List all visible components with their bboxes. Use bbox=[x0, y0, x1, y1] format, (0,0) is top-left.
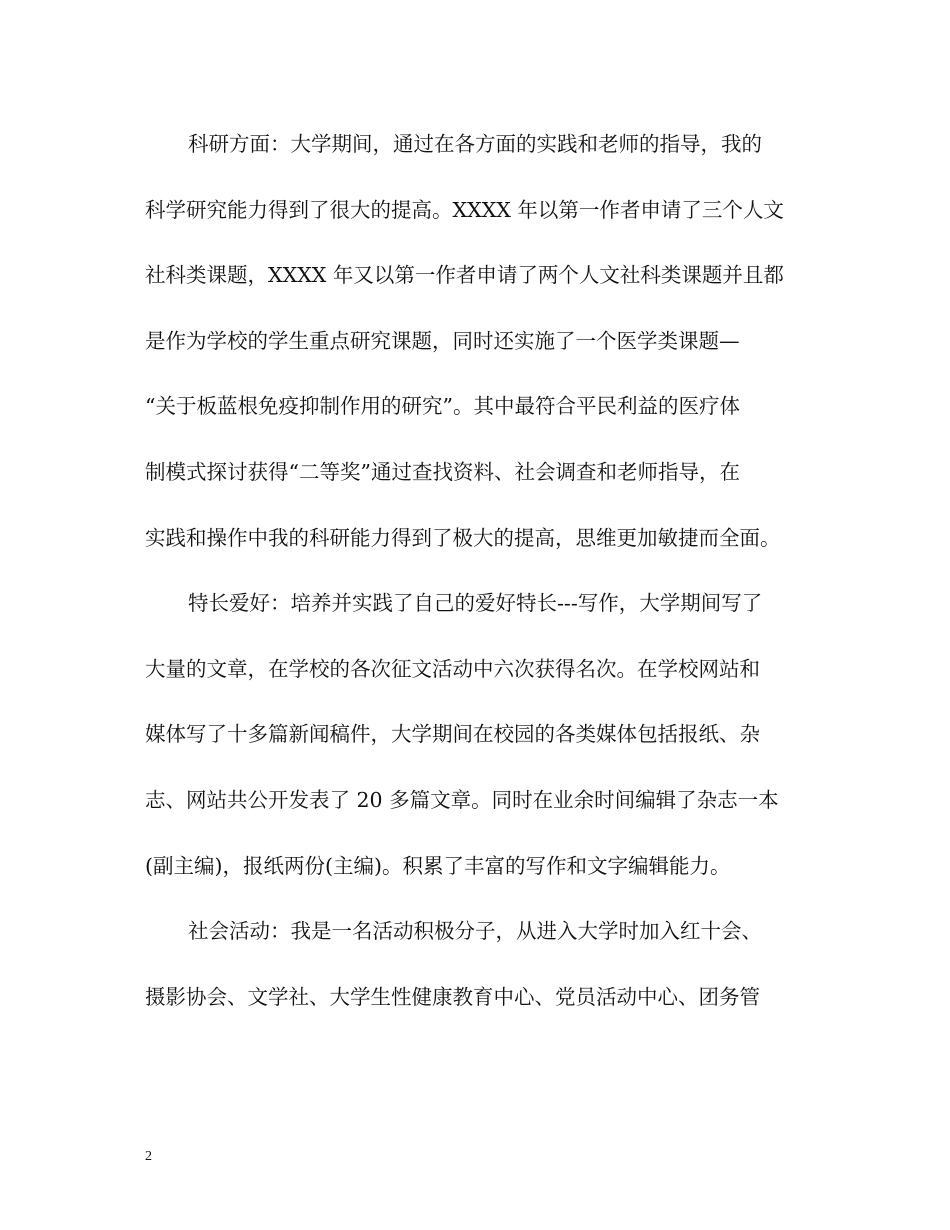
paragraph-hobby-line-4: 志、网站共公开发表了 20 多篇文章。同时在业余时间编辑了杂志一本 bbox=[145, 787, 779, 812]
paragraph-research-line-6: 制模式探讨获得“二等奖”通过查找资料、社会调查和老师指导，在 bbox=[145, 459, 740, 484]
page-number: 2 bbox=[145, 1149, 152, 1164]
paragraph-hobby-line-2: 大量的文章，在学校的各次征文活动中六次获得名次。在学校网站和 bbox=[145, 656, 760, 681]
paragraph-research-line-7: 实践和操作中我的科研能力得到了极大的提高，思维更加敏捷而全面。 bbox=[145, 525, 781, 550]
paragraph-social-line-2: 摄影协会、文学社、大学生性健康教育中心、党员活动中心、团务管 bbox=[145, 984, 760, 1009]
paragraph-research-line-3: 社科类课题，XXXX 年又以第一作者申请了两个人文社科类课题并且都 bbox=[145, 263, 784, 288]
paragraph-research-line-1: 科研方面：大学期间，通过在各方面的实践和老师的指导，我的 bbox=[188, 132, 762, 156]
paragraph-social-line-1: 社会活动：我是一名活动积极分子，从进入大学时加入红十会、 bbox=[188, 919, 762, 944]
body-text bbox=[145, 124, 810, 1042]
paragraph-hobby-line-3: 媒体写了十多篇新闻稿件，大学期间在校园的各类媒体包括报纸、杂 bbox=[145, 722, 760, 747]
paragraph-hobby-line-5: (副主编)，报纸两份(主编)。积累了丰富的写作和文字编辑能力。 bbox=[145, 853, 731, 878]
paragraph-research-line-5: “关于板蓝根免疫抑制作用的研究”。其中最符合平民利益的医疗体 bbox=[145, 394, 740, 419]
paragraph-research-line-2: 科学研究能力得到了很大的提高。XXXX 年以第一作者申请了三个人文 bbox=[145, 197, 784, 222]
paragraph-research-line-4: 是作为学校的学生重点研究课题，同时还实施了一个医学类课题— bbox=[145, 328, 740, 353]
paragraph-hobby-line-1: 特长爱好：培养并实践了自己的爱好特长---写作，大学期间写了 bbox=[188, 591, 763, 616]
